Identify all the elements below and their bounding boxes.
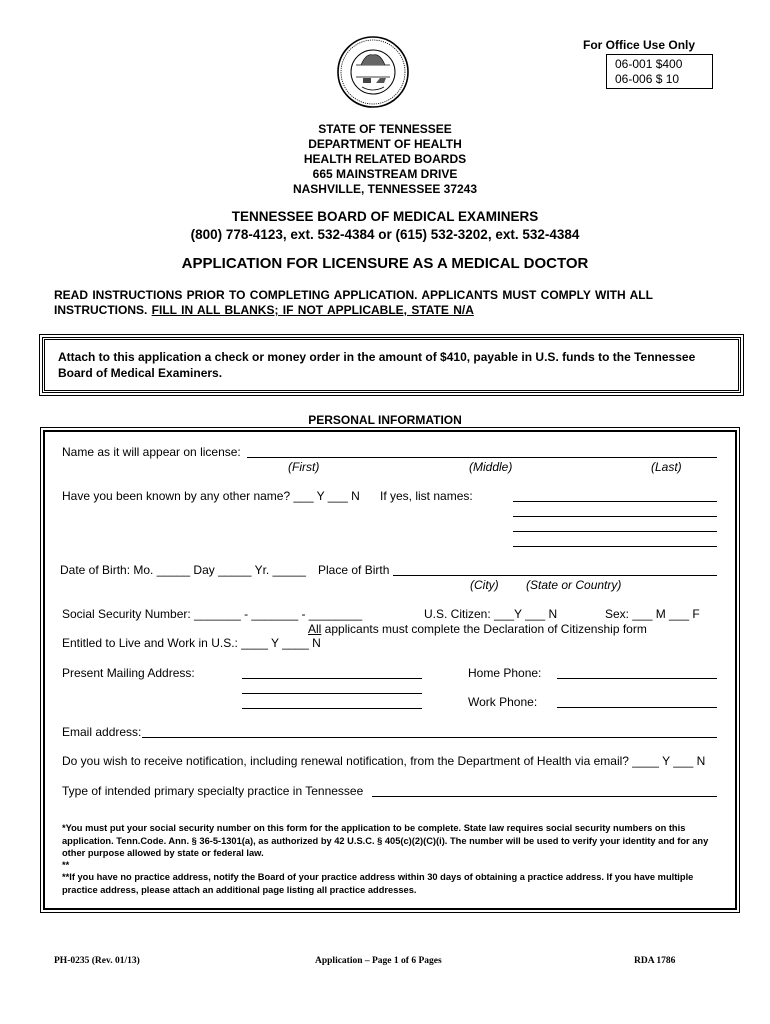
- office-code: 06-001 $400: [615, 57, 683, 71]
- dept-line: STATE OF TENNESSEE: [318, 122, 452, 136]
- state-seal-icon: [336, 35, 410, 109]
- application-title: APPLICATION FOR LICENSURE AS A MEDICAL DOCTOR: [181, 255, 589, 272]
- email-notification-question[interactable]: Do you wish to receive notification, including renewal notification, from the Department of Health via email? ____ Y ___ N: [62, 754, 706, 768]
- declaration-all: All: [308, 622, 322, 636]
- fee-notice-text: Attach to this application a check or money order in the amount of $410, payable in U.S. funds to the Tennessee Board of Medical Examiners.: [58, 350, 696, 380]
- personal-info-heading: PERSONAL INFORMATION: [308, 413, 462, 427]
- office-code: 06-006 $ 10: [615, 72, 680, 86]
- pob-input[interactable]: [393, 575, 717, 576]
- citizen-field[interactable]: U.S. Citizen: ___Y ___ N: [424, 607, 558, 621]
- mailing-address-input[interactable]: [242, 678, 422, 679]
- mailing-address-input[interactable]: [242, 693, 422, 694]
- form-number: PH-0235 (Rev. 01/13): [54, 956, 140, 966]
- sex-field[interactable]: Sex: ___ M ___ F: [605, 607, 700, 621]
- ssn-field[interactable]: Social Security Number: _______ - _______ - ________: [62, 607, 363, 621]
- work-phone-input[interactable]: [557, 707, 717, 708]
- name-label: Name as it will appear on license:: [62, 445, 241, 459]
- specialty-label: Type of intended primary specialty practice in Tennessee: [62, 784, 364, 798]
- instructions: [54, 288, 734, 318]
- practice-address-note: **If you have no practice address, notify the Board of your practice address within 30 days of obtaining a practice address. If you have multiple practice address, please attach an additional page listing all practice addresses.: [62, 872, 694, 895]
- dept-line: NASHVILLE, TENNESSEE 37243: [292, 182, 478, 196]
- dept-line: HEALTH RELATED BOARDS: [303, 152, 467, 166]
- last-caption: (Last): [651, 460, 682, 474]
- mailing-address-label: Present Mailing Address:: [62, 666, 195, 680]
- mailing-address-input[interactable]: [242, 708, 422, 709]
- email-label: Email address:: [62, 725, 142, 739]
- office-use-title: For Office Use Only: [583, 38, 696, 52]
- office-use-box: [606, 54, 713, 89]
- ssn-note: *You must put your social security number on this form for the application to be complete. State law requires social security numbers on this application. Tenn.Code. Ann. § 36-5-1301(a), as authorized by 42 U.S.C. § 405(c)(2)(C)(i). The number will be used to verify your identity and for any other purpose allowed by state or federal law.: [62, 823, 709, 858]
- name-input[interactable]: [247, 457, 717, 458]
- rda-number: RDA 1786: [634, 956, 676, 966]
- note-marker: **: [62, 860, 70, 870]
- home-phone-label: Home Phone:: [468, 666, 542, 680]
- pob-label: Place of Birth: [318, 563, 390, 577]
- page-indicator: Application – Page 1 of 6 Pages: [315, 956, 442, 966]
- specialty-input[interactable]: [372, 796, 717, 797]
- first-caption: (First): [288, 460, 320, 474]
- if-yes-label: If yes, list names:: [380, 489, 473, 503]
- instructions-text: READ INSTRUCTIONS PRIOR TO COMPLETING APPLICATION. APPLICANTS MUST COMPLY WITH ALL INSTRUCTIONS.: [54, 288, 653, 317]
- department-block: [200, 122, 570, 197]
- other-name-input[interactable]: [513, 531, 717, 532]
- other-name-input[interactable]: [513, 516, 717, 517]
- work-phone-label: Work Phone:: [468, 695, 538, 709]
- board-phone: (800) 778-4123, ext. 532-4384 or (615) 532-3202, ext. 532-4384: [190, 227, 580, 242]
- declaration-note: [308, 622, 647, 636]
- city-caption: (City): [470, 578, 499, 592]
- entitled-field[interactable]: Entitled to Live and Work in U.S.: ____ Y ____ N: [62, 636, 321, 650]
- dept-line: 665 MAINSTREAM DRIVE: [312, 167, 458, 181]
- dob-field[interactable]: Date of Birth: Mo. _____ Day _____ Yr. _____: [60, 563, 306, 577]
- home-phone-input[interactable]: [557, 678, 717, 679]
- state-country-caption: (State or Country): [526, 578, 622, 592]
- middle-caption: (Middle): [469, 460, 513, 474]
- declaration-rest: applicants must complete the Declaration of Citizenship form: [321, 622, 647, 636]
- email-input[interactable]: [142, 737, 717, 738]
- dept-line: DEPARTMENT OF HEALTH: [308, 137, 462, 151]
- other-name-input[interactable]: [513, 501, 717, 502]
- board-title: TENNESSEE BOARD OF MEDICAL EXAMINERS: [231, 209, 539, 224]
- instructions-underlined: FILL IN ALL BLANKS; IF NOT APPLICABLE, STATE N/A: [151, 303, 474, 317]
- other-name-question[interactable]: Have you been known by any other name? ___ Y ___ N: [62, 489, 360, 503]
- other-name-input[interactable]: [513, 546, 717, 547]
